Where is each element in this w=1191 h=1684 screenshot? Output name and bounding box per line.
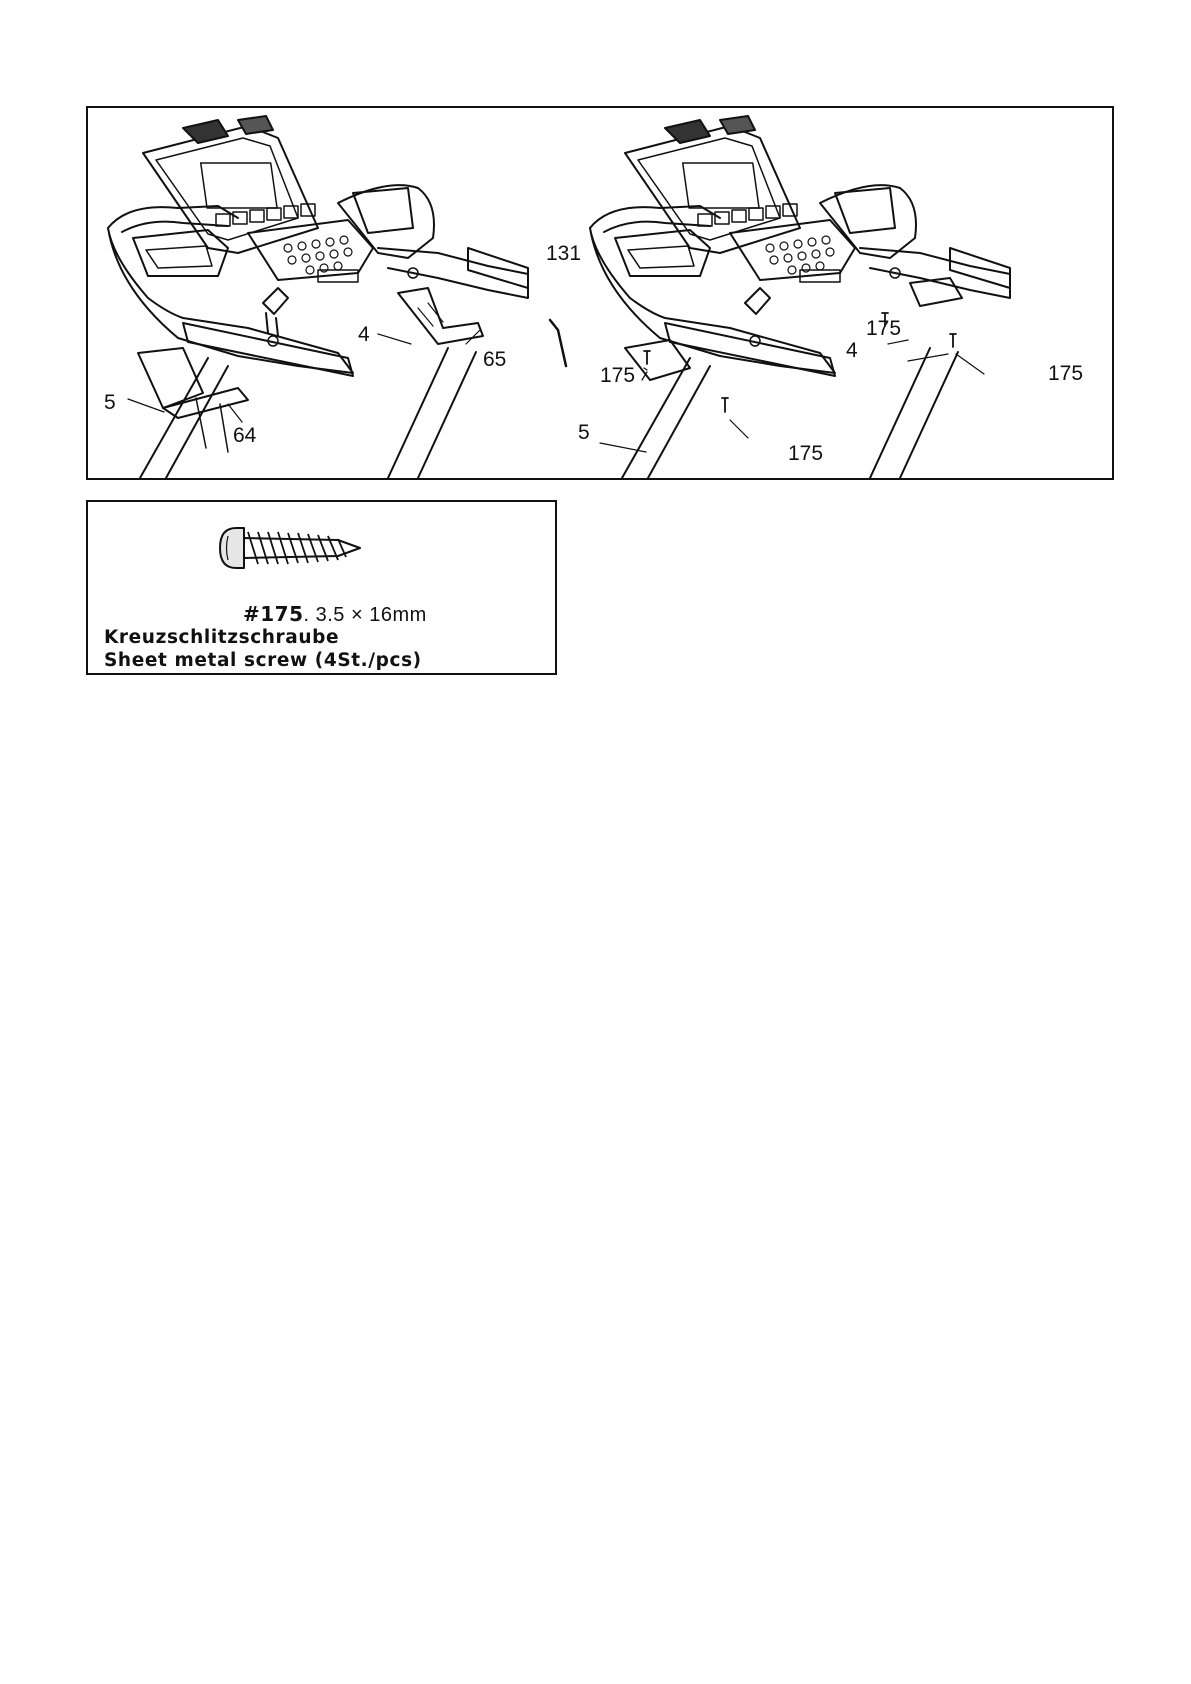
part-size: . 3.5 × 16mm [303, 604, 427, 626]
callout-4-left: 4 [358, 323, 370, 346]
callout-64: 64 [233, 424, 257, 447]
callout-175-right: 175 [1048, 362, 1084, 385]
screw-illustration [88, 502, 555, 602]
part-name-english: Sheet metal screw (4St./pcs) [104, 650, 422, 671]
callout-5-right: 5 [578, 421, 590, 444]
parts-list-box [86, 500, 557, 675]
part-id: #175 [243, 602, 304, 626]
callout-131: 131 [546, 242, 582, 265]
callout-175-upper: 175 [866, 317, 902, 340]
callout-65: 65 [483, 348, 507, 371]
callout-4-right: 4 [846, 339, 858, 362]
part-name-german: Kreuzschlitzschraube [104, 627, 340, 648]
assembly-diagram-frame [86, 106, 1114, 480]
right-console-drawing [550, 116, 1010, 478]
callout-175-lower: 175 [788, 442, 824, 465]
assembly-diagram [88, 108, 1112, 478]
left-console-drawing [108, 116, 528, 478]
part-spec [243, 602, 427, 627]
callout-5-left: 5 [104, 391, 116, 414]
callout-175-left: 175 [600, 364, 636, 387]
